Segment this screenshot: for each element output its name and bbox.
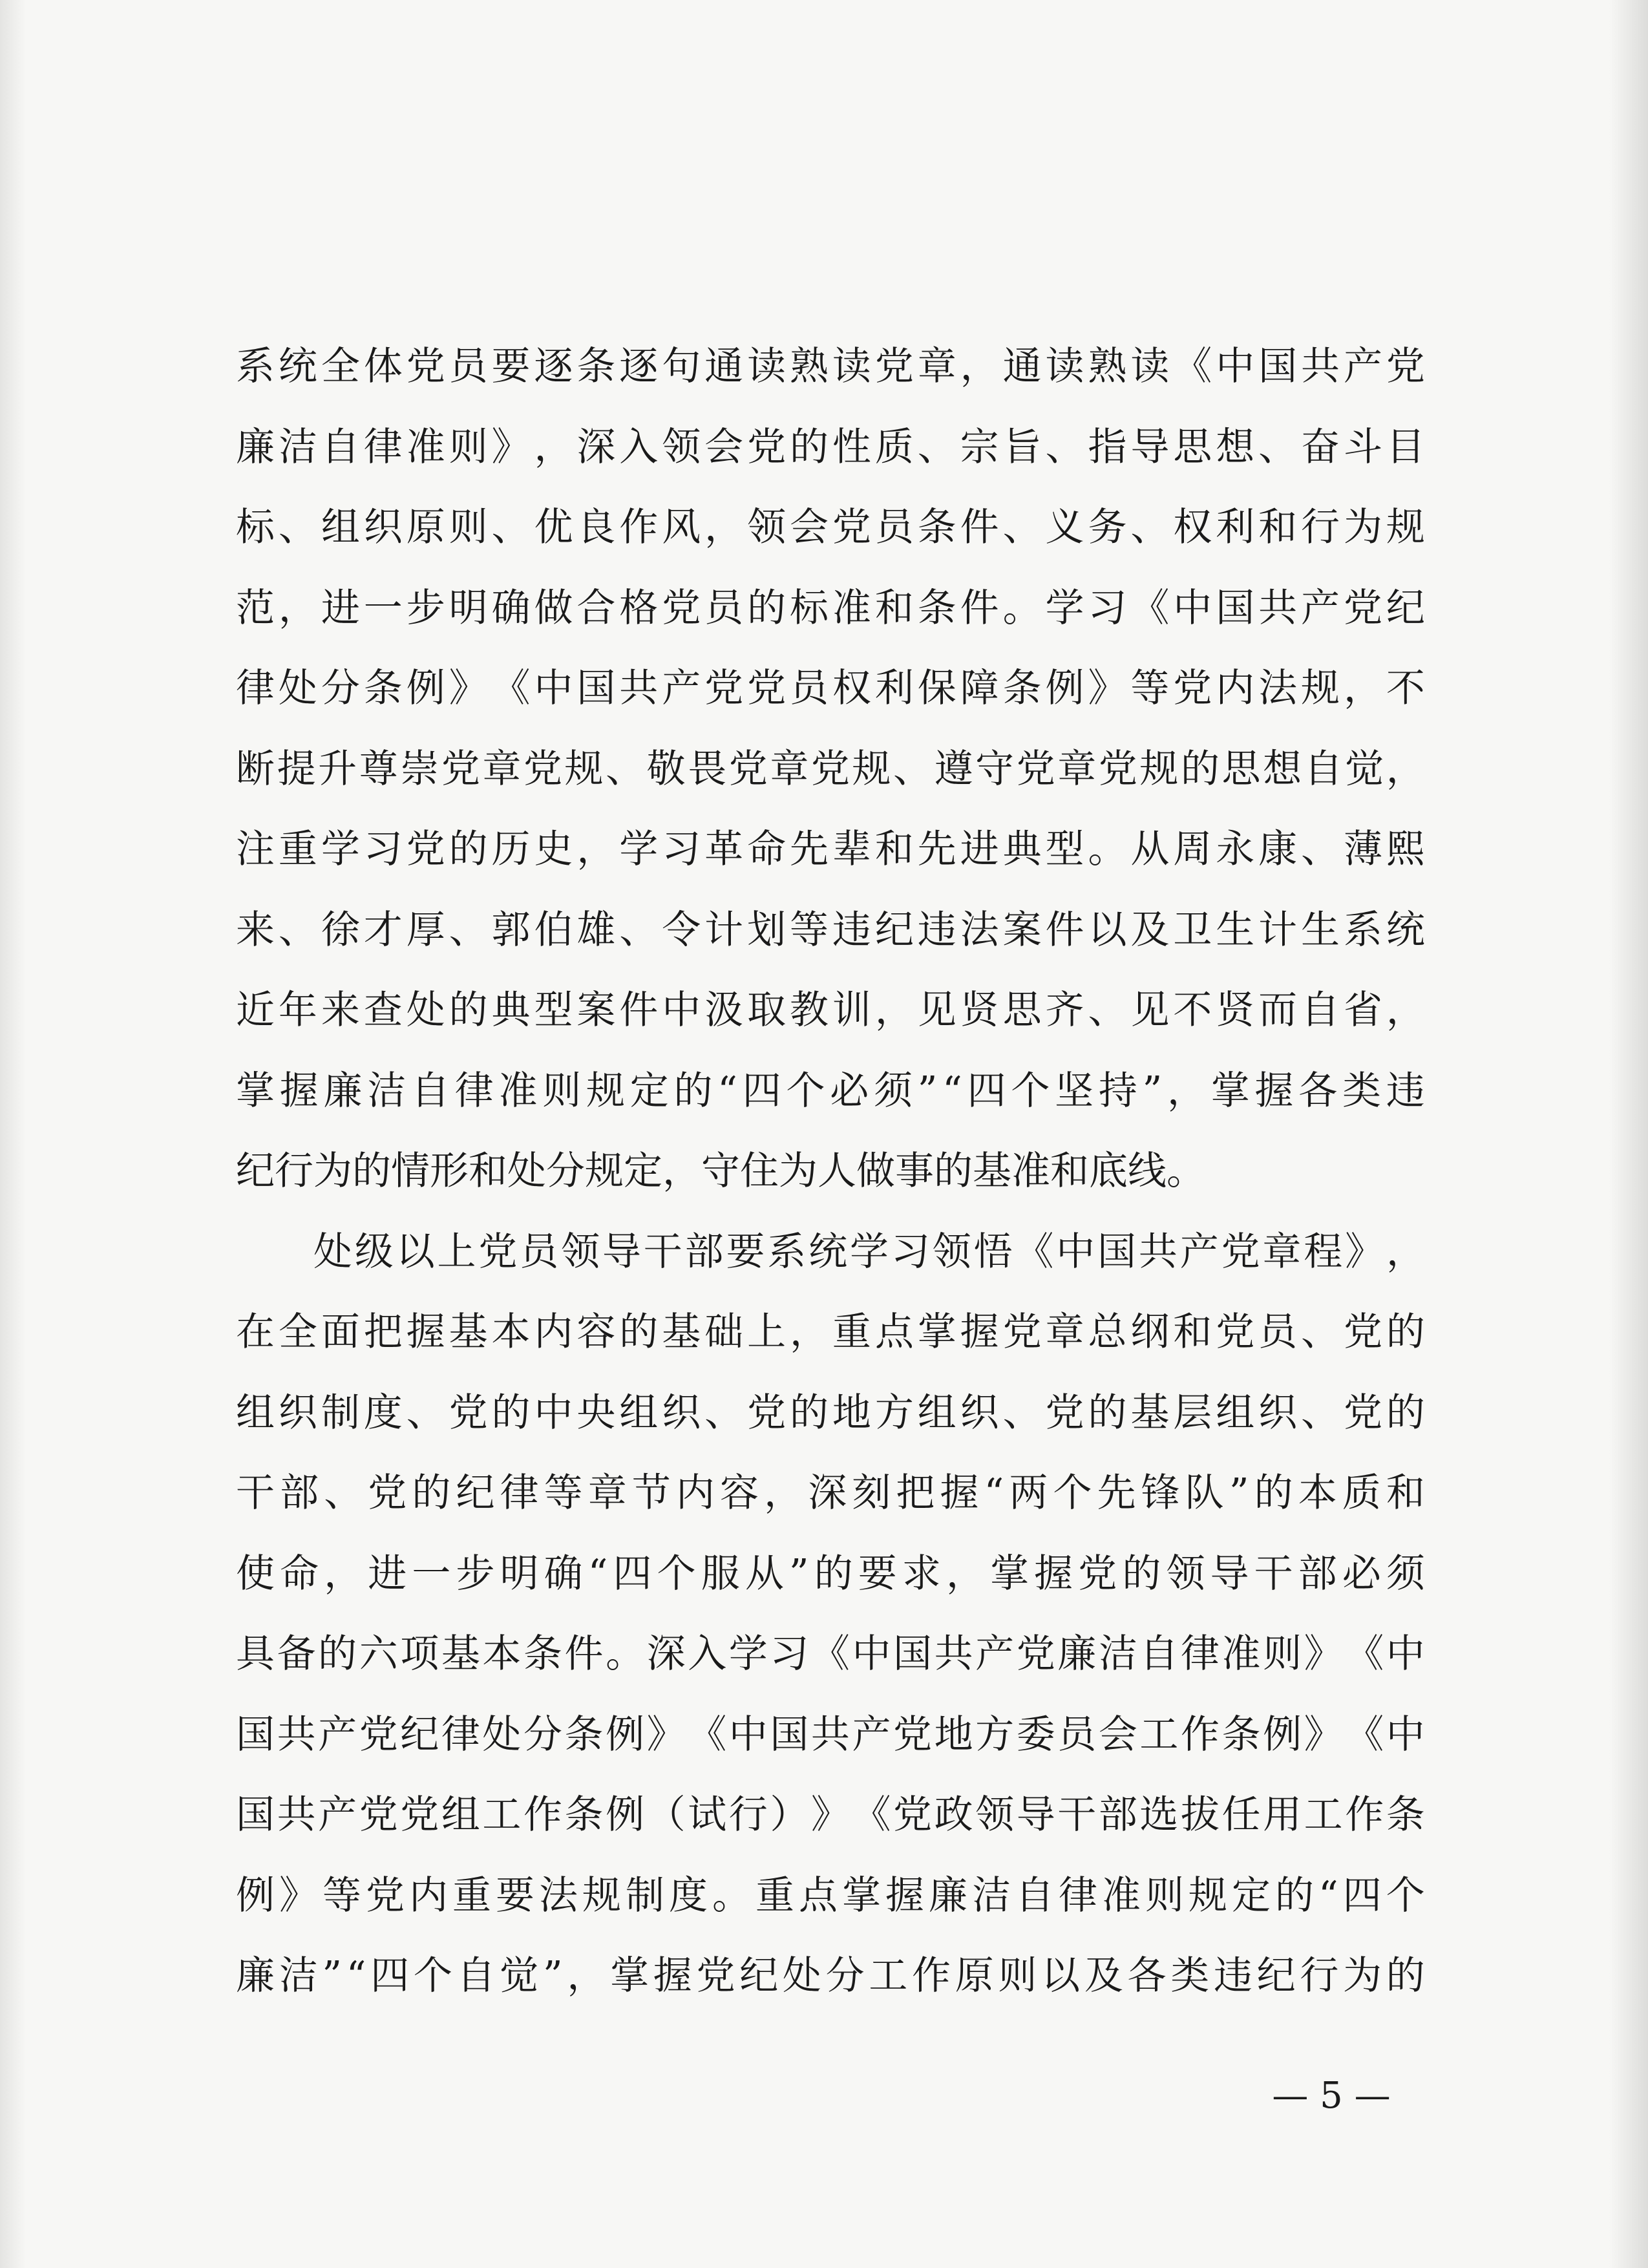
text-line: 廉 洁 ” “ 四 个 自 觉 ” ， 掌 握 党 纪 处 分 工 作 原 则 以 及 各 类 违 纪 行 为 的 xyxy=(236,1953,1425,1998)
text-line: 断 提 升 尊 崇 党 章 党 规 、 敬 畏 党 章 党 规 、 遵 守 党 章 党 规 的 思 想 自 觉 ， xyxy=(236,746,1425,792)
text-line: 范 ， 进 一 步 明 确 做 合 格 党 员 的 标 准 和 条 件 。 学 习 《 中 国 共 产 党 纪 xyxy=(236,585,1425,631)
text-line: 国 共 产 党 纪 律 处 分 条 例 》 《 中 国 共 产 党 地 方 委 员 会 工 作 条 例 》 《 中 xyxy=(236,1712,1425,1757)
text-line: 近 年 来 查 处 的 典 型 案 件 中 汲 取 教 训 ， 见 贤 思 齐 、 见 不 贤 而 自 省 ， xyxy=(236,988,1425,1033)
text-line: 具 备 的 六 项 基 本 条 件 。 深 入 学 习 《 中 国 共 产 党 廉 洁 自 律 准 则 》 《 中 xyxy=(236,1631,1425,1677)
scan-edge-left xyxy=(0,0,26,2268)
text-line: 掌 握 廉 洁 自 律 准 则 规 定 的 “ 四 个 必 须 ” “ 四 个 坚 持 ” ， 掌 握 各 类 违 xyxy=(236,1068,1425,1114)
text-line: 在 全 面 把 握 基 本 内 容 的 基 础 上 ， 重 点 掌 握 党 章 总 纲 和 党 员 、 党 的 xyxy=(236,1309,1425,1355)
text-line: 纪行为的情形和处分规定，守住为人做事的基准和底线。 xyxy=(236,1149,1205,1194)
text-line: 组 织 制 度 、 党 的 中 央 组 织 、 党 的 地 方 组 织 、 党 的 基 层 组 织 、 党 的 xyxy=(236,1390,1425,1436)
text-line: 干 部 、 党 的 纪 律 等 章 节 内 容 ， 深 刻 把 握 “ 两 个 先 锋 队 ” 的 本 质 和 xyxy=(236,1470,1425,1516)
text-line: 例 》 等 党 内 重 要 法 规 制 度 。 重 点 掌 握 廉 洁 自 律 准 则 规 定 的 “ 四 个 xyxy=(236,1872,1425,1918)
text-line: 标 、 组 织 原 则 、 优 良 作 风 ， 领 会 党 员 条 件 、 义 务 、 权 利 和 行 为 规 xyxy=(236,505,1425,550)
text-line: 国 共 产 党 党 组 工 作 条 例 （ 试 行 ） 》 《 党 政 领 导 干 部 选 拔 任 用 工 作 条 xyxy=(236,1792,1425,1838)
text-line: 注 重 学 习 党 的 历 史 ， 学 习 革 命 先 辈 和 先 进 典 型 。 从 周 永 康 、 薄 熙 xyxy=(236,827,1425,872)
text-line: 使 命 ， 进 一 步 明 确 “ 四 个 服 从 ” 的 要 求 ， 掌 握 党 的 领 导 干 部 必 须 xyxy=(236,1551,1425,1596)
text-line: 系 统 全 体 党 员 要 逐 条 逐 句 通 读 熟 读 党 章 ， 通 读 熟 读 《 中 国 共 产 党 xyxy=(236,344,1425,389)
page-number: — 5 — xyxy=(1272,2075,1391,2117)
text-line: 律 处 分 条 例 》 《 中 国 共 产 党 党 员 权 利 保 障 条 例 》 等 党 内 法 规 ， 不 xyxy=(236,666,1425,711)
text-line: 廉 洁 自 律 准 则 》 ， 深 入 领 会 党 的 性 质 、 宗 旨 、 指 导 思 想 、 奋 斗 目 xyxy=(236,424,1425,470)
body-text xyxy=(236,326,1425,2017)
scan-edge-right xyxy=(1609,0,1648,2268)
text-line: 来 、 徐 才 厚 、 郭 伯 雄 、 令 计 划 等 违 纪 违 法 案 件 以 及 卫 生 计 生 系 统 xyxy=(236,907,1425,953)
text-line: 处 级 以 上 党 员 领 导 干 部 要 系 统 学 习 领 悟 《 中 国 共 产 党 章 程 》 ， xyxy=(313,1229,1425,1275)
